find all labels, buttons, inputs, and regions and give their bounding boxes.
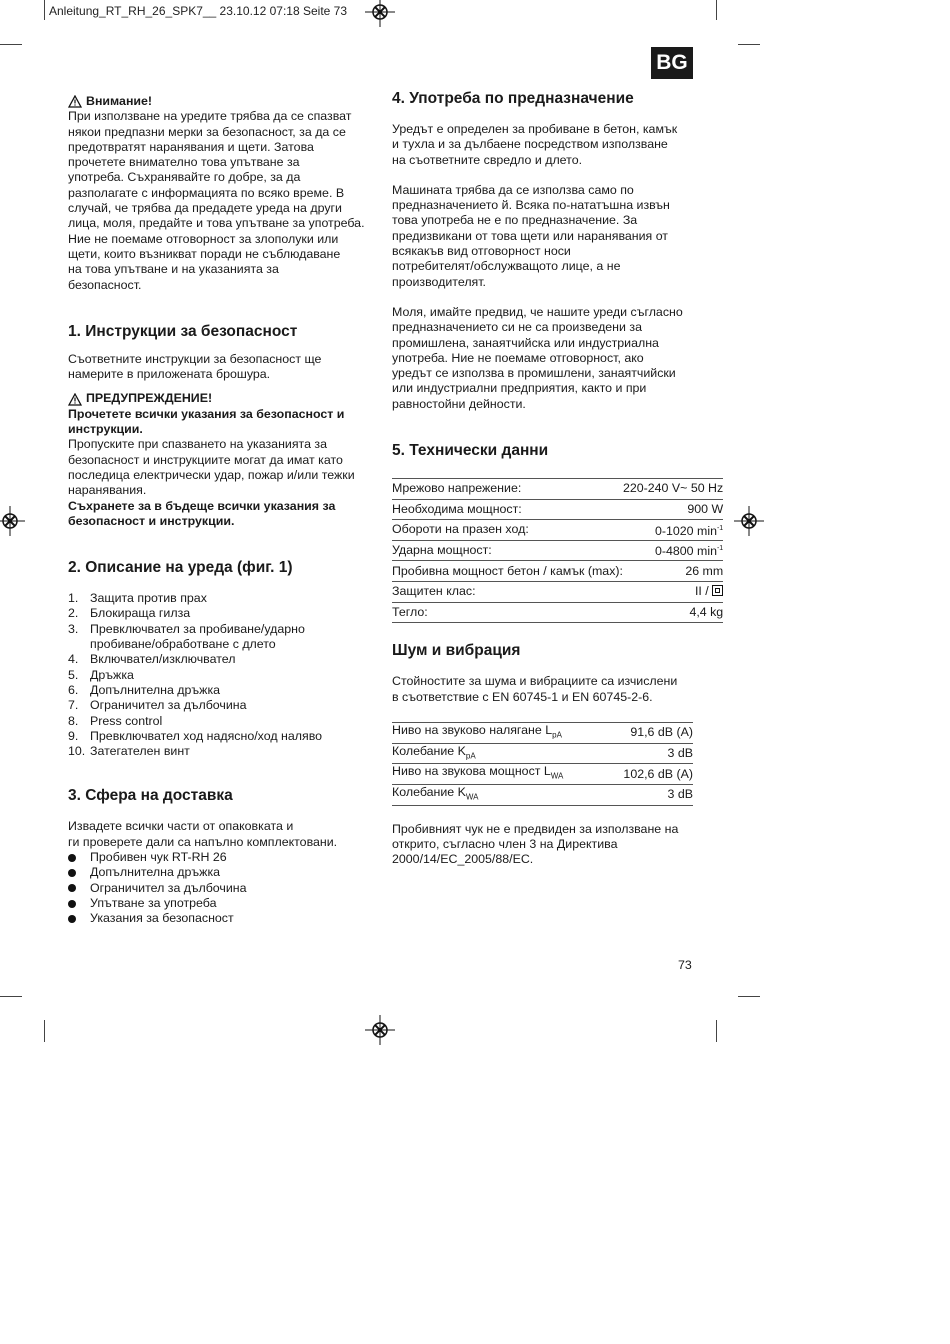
bullet-icon — [68, 915, 76, 923]
section-1-title: 1. Инструкции за безопасност — [68, 322, 298, 340]
registration-mark-icon — [365, 1015, 395, 1045]
list-item: Пробивен чук RT-RH 26 — [68, 850, 373, 865]
warning-triangle-icon — [68, 393, 82, 406]
warning-bold-2: Съхранете за в бъдеще всички указания за безопасност и инструкции. — [68, 498, 336, 528]
parts-list — [68, 591, 373, 759]
attention-text: При използване на уредите трябва да се спазват някои предпазни мерки за безопасност, за да се предотвратят наранявания и щети. Затова прочетете внимателно това упътване за употреба. Съхранявайте го добре, за да разполагате с информацията по всяко време. В случай, че трябва да предадете уреда на други лица, моля, предайте и това упътване за употреба. Ние не поемаме отговорност за злополуки или щети, които възникват поради не съблюдаване на това упътване и на указанията за безопасност. — [68, 109, 365, 292]
list-item: 3. Превключвател за пробиване/ударно пробиване/обработване с длето — [68, 621, 305, 652]
list-item: 10. Затегателен винт — [68, 744, 190, 759]
section-3-intro: Извадете всички части от опаковката и ги проверете дали са напълно комплектовани. — [68, 819, 338, 849]
list-item: Ограничител за дълбочина — [68, 881, 373, 896]
list-item: 6. Допълнителна дръжка — [68, 682, 221, 697]
section-1-intro: Съответните инструкции за безопасност ще намерите в приложената брошура. — [68, 351, 322, 382]
language-badge: BG — [651, 47, 693, 79]
table-row: Обороти на празен ход: 0-1020 $\min^{-1}$ — [392, 520, 723, 541]
list-item: Упътване за употреба — [68, 896, 373, 911]
warning-heading — [68, 391, 373, 406]
list-item: Допълнителна дръжка — [68, 865, 373, 880]
attention-heading — [68, 94, 373, 109]
section-3-title: 3. Сфера на доставка — [68, 787, 233, 805]
crop-mark — [738, 44, 760, 45]
table-row: Ударна мощност: 0-4800 $\min^{-1}$ — [392, 540, 723, 561]
registration-mark-icon — [365, 0, 395, 27]
tech-data-table — [392, 478, 723, 623]
noise-note: Пробивният чук не е предвиден за използване на открито, съгласно член 3 на Директива 2000/14/EC_2005/88/EC. — [392, 821, 679, 867]
list-item: 7. Ограничител за дълбочина — [68, 698, 247, 713]
bullet-icon — [68, 854, 76, 862]
crop-mark — [0, 996, 22, 997]
noise-intro: Стойностите за шума и вибрациите са изчислени в съответствие с EN 60745-1 и EN 60745-2-6. — [392, 674, 678, 704]
bullet-icon — [68, 869, 76, 877]
list-item: 8. Press control — [68, 713, 163, 728]
noise-title: Шум и вибрация — [392, 642, 521, 660]
attention-title: Внимание! — [86, 94, 153, 108]
right-column — [392, 89, 724, 868]
registration-mark-icon — [0, 506, 25, 536]
list-item: 2. Блокираща гилза — [68, 606, 191, 621]
list-item: 5. Дръжка — [68, 667, 134, 682]
table-row: Колебание $K_{WA}$ 3 dB — [392, 785, 693, 806]
warning-text: Пропуските при спазването на указанията за безопасност и инструкциите могат да имат като последица електрически удар, пожар и/или тежки наранявания. — [68, 437, 355, 498]
crop-mark — [0, 44, 22, 45]
list-item: 1. Защита против прах — [68, 591, 207, 606]
warning-triangle-icon — [68, 95, 82, 108]
list-item: 4. Включвател/изключвател — [68, 652, 236, 667]
section-4-para-1: Уредът е определен за пробиване в бетон, камък и тухла и за дълбаене посредством използване на съответните свредло и длето. — [392, 122, 678, 167]
section-5-title: 5. Технически данни — [392, 442, 549, 460]
list-item: Указания за безопасност — [68, 911, 373, 926]
table-row: Пробивна мощност бетон / камък (max): 26 mm — [392, 561, 723, 582]
warning-title: ПРЕДУПРЕЖДЕНИЕ! — [86, 391, 213, 406]
table-row: Мрежово напрежение: 220-240 V~ 50 Hz — [392, 479, 723, 500]
crop-mark — [716, 0, 717, 20]
crop-mark — [716, 1020, 717, 1042]
noise-table — [392, 722, 693, 806]
crop-mark — [738, 996, 760, 997]
table-row: Тегло: 4,4 kg — [392, 602, 723, 623]
crop-mark — [44, 1020, 45, 1042]
table-row: Ниво на звуково налягане $L_{pA}$ 91,6 dB (A) — [392, 722, 693, 743]
bullet-icon — [68, 884, 76, 892]
table-row: Необходима мощност: 900 W — [392, 499, 723, 520]
table-row: Колебание $K_{pA}$ 3 dB — [392, 743, 693, 764]
section-4-title: 4. Употреба по предназначение — [392, 90, 634, 107]
crop-mark — [44, 0, 45, 20]
list-item: 9. Превключвател ход надясно/ход наляво — [68, 728, 323, 743]
left-column — [68, 94, 373, 926]
print-slug: Anleitung_RT_RH_26_SPK7__ 23.10.12 07:18 Seite 73 — [49, 4, 348, 18]
section-2-title: 2. Описание на уреда (фиг. 1) — [68, 559, 293, 577]
table-row: Защитен клас: II / — [392, 582, 723, 603]
delivery-list — [68, 850, 373, 926]
protection-class-ii-icon — [712, 585, 723, 596]
registration-mark-icon — [734, 506, 764, 536]
section-4-para-3: Моля, имайте предвид, че нашите уреди съгласно предназначението си не са произведени за промишлена, занаятчийска или индустриална употреба. Ние не поемаме отговорност, ако уредът се използва в промишлени, занаятчийски или индустриални предприятия, както и при равностойни дейности. — [392, 304, 683, 411]
bullet-icon — [68, 900, 76, 908]
page-number: 73 — [678, 958, 692, 972]
table-row: Ниво на звукова мощност $L_{WA}$ 102,6 dB (A) — [392, 764, 693, 785]
warning-bold-1: Прочетете всички указания за безопасност и инструкции. — [68, 406, 345, 437]
section-4-para-2: Машината трябва да се използва само по предназначението й. Всяка по-нататъшна извън това употреба не е по предназначение. За предизвикани от това щети или наранявания от всякакъв вид отговорност носи потребителят/обслужващото лице, а не производителят. — [392, 182, 670, 289]
